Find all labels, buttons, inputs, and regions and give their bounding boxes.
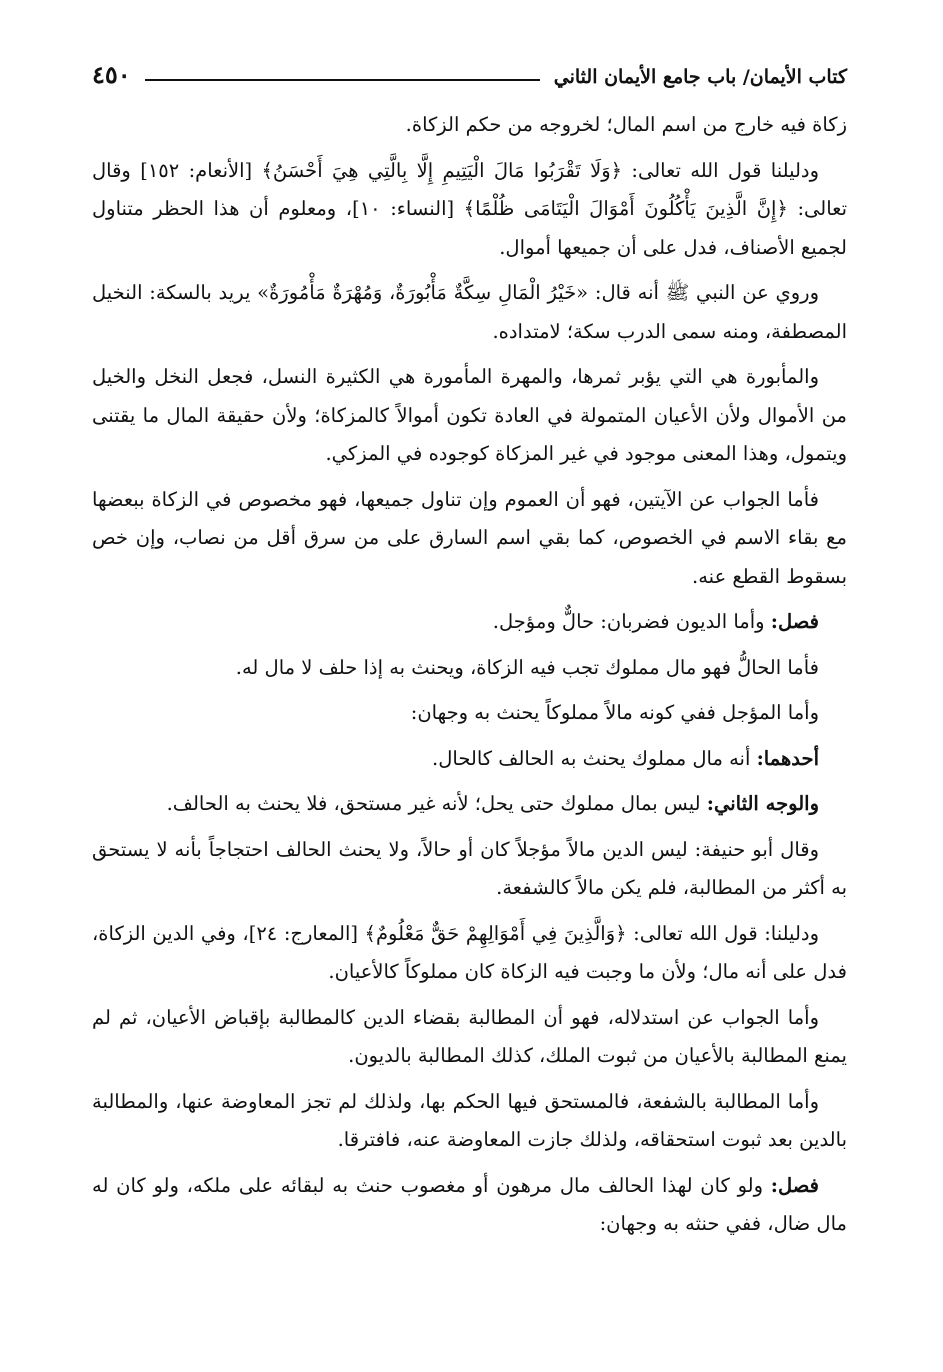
paragraph [92, 999, 847, 1076]
paragraph [92, 831, 847, 908]
paragraph [92, 106, 847, 145]
paragraph [92, 603, 847, 642]
paragraph-text: وروي عن النبي ﷺ أنه قال: «خَيْرُ الْمَالِ سِكَّةٌ مَأْبُورَةٌ، وَمُهْرَةٌ مَأْمُورَةٌ» يريد بالسكة: النخيل المصطفة، ومنه سمى الدرب سكة؛ لامتداده. [92, 281, 847, 343]
paragraph-text: وأما المؤجل ففي كونه مالاً مملوكاً يحنث به وجهان: [410, 701, 819, 724]
paragraph-text: وأما المطالبة بالشفعة، فالمستحق فيها الحكم بها، ولذلك لم تجز المعاوضة عنها، والمطالبة بالدين بعد ثبوت استحقاقه، ولذلك جازت المعاوضة عنه، فافترقا. [92, 1089, 847, 1151]
paragraph [92, 785, 847, 824]
running-title: كتاب الأيمان/ باب جامع الأيمان الثاني [553, 66, 847, 88]
paragraph-text: أنه مال مملوك يحنث به الحالف كالحال. [432, 746, 751, 770]
page-number: ٤٥٠ [92, 60, 131, 89]
section-label: فصل: [770, 1173, 819, 1197]
paragraph-text: فأما الجواب عن الآيتين، فهو أن العموم وإن تناول جميعها، فهو مخصوص في الزكاة ببعضها مع بقاء الاسم في الخصوص، كما بقي اسم السارق على من سرق أقل من نصاب، وإن خص بسقوط القطع عنه. [92, 487, 847, 588]
paragraph [92, 694, 847, 733]
paragraph-text: ولو كان لهذا الحالف مال مرهون أو مغصوب حنث به لبقائه على ملكه، ولو كان له مال ضال، ففي حنثه به وجهان: [92, 1173, 847, 1235]
paragraph [92, 274, 847, 351]
paragraph-text: وقال أبو حنيفة: ليس الدين مالاً مؤجلاً كان أو حالاً، ولا يحنث الحالف احتجاجاً بأنه لا يستحق به أكثر من المطالبة، فلم يكن مالاً كالشفعة. [92, 837, 847, 899]
section-label: والوجه الثاني: [706, 792, 819, 815]
paragraph-text: ودليلنا: قول الله تعالى: ﴿وَالَّذِينَ فِي أَمْوَالِهِمْ حَقٌّ مَعْلُومٌ﴾ [المعارج: ٢٤]، وفي الدين الزكاة، فدل على أنه مال؛ ولأن ما وجبت فيه الزكاة كان مملوكاً كالأعيان. [92, 921, 847, 983]
page-body [92, 106, 847, 1244]
paragraph-text: ودليلنا قول الله تعالى: ﴿وَلَا تَقْرَبُوا مَالَ الْيَتِيمِ إِلَّا بِالَّتِي هِيَ أَحْسَنُ﴾ [الأنعام: ١٥٢] وقال تعالى: ﴿إِنَّ الَّذِينَ يَأْكُلُونَ أَمْوَالَ الْيَتَامَى ظُلْمًا﴾ [النساء: ١٠]، ومعلوم أن هذا الحظر متناول لجميع الأصناف، فدل على أن جميعها أموال. [92, 158, 847, 259]
paragraph-text: وأما الديون فضربان: حالٌّ ومؤجل. [492, 610, 765, 633]
paragraph [92, 152, 847, 268]
paragraph-text: والمأبورة هي التي يؤبر ثمرها، والمهرة المأمورة هي الكثيرة النسل، فجعل النخل والخيل من الأموال ولأن الأعيان المتمولة في العادة تكون أموالاً كالمزكاة؛ ولأن حقيقة المال ما يقتنى ويتمول، وهذا المعنى موجود في غير المزكاة كوجوده في المزكي. [92, 365, 847, 465]
paragraph-text: فأما الحالُّ فهو مال مملوك تجب فيه الزكاة، ويحنث به إذا حلف لا مال له. [235, 655, 819, 679]
paragraph [92, 1083, 847, 1160]
header-rule [145, 79, 540, 81]
paragraph [92, 915, 847, 992]
paragraph [92, 649, 847, 688]
paragraph-text: وأما الجواب عن استدلاله، فهو أن المطالبة بقضاء الدين كالمطالبة بإقباض الأعيان، ثم لم يمنع المطالبة بالأعيان من ثبوت الملك، كذلك المطالبة بالديون. [92, 1005, 847, 1067]
paragraph-text: ليس بمال مملوك حتى يحل؛ لأنه غير مستحق، فلا يحنث به الحالف. [166, 792, 701, 815]
paragraph [92, 740, 847, 779]
paragraph [92, 1167, 847, 1244]
page-header [92, 60, 847, 100]
paragraph [92, 481, 847, 597]
paragraph-text: زكاة فيه خارج من اسم المال؛ لخروجه من حكم الزكاة. [405, 113, 847, 136]
section-label: أحدهما: [756, 746, 819, 770]
paragraph [92, 358, 847, 474]
section-label: فصل: [770, 610, 819, 633]
